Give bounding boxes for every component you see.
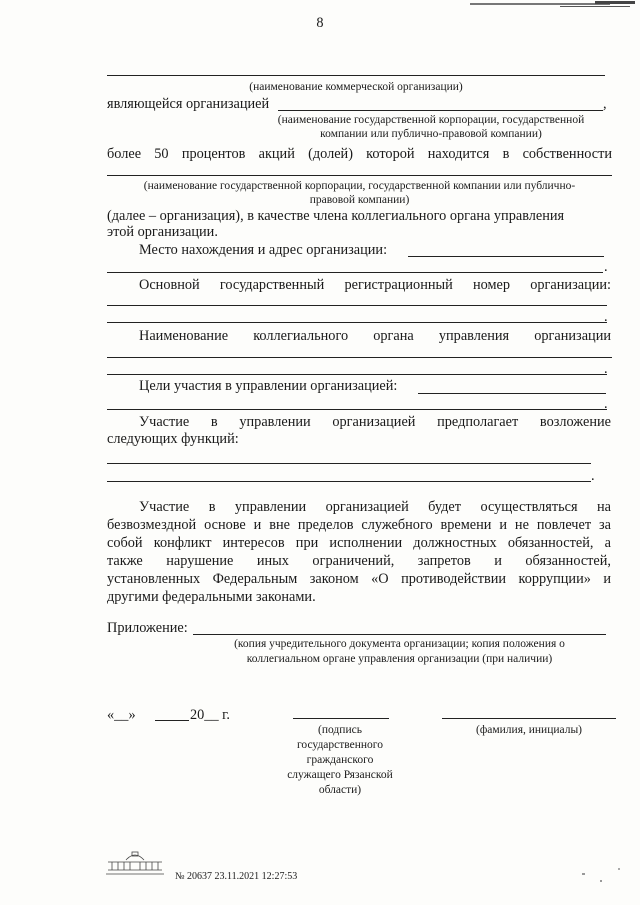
ogrn-line-2 (107, 322, 607, 323)
caption-signature-line: служащего Рязанской (287, 769, 393, 781)
location-label: Место нахождения и адрес организации: (139, 242, 388, 258)
building-stamp-icon (104, 848, 166, 878)
goals-period: . (604, 396, 608, 412)
collegial-label: Наименование коллегиального органа управления организации (139, 328, 611, 344)
functions-line-2: следующих функций: (107, 431, 239, 447)
being-org-comma: , (603, 96, 607, 112)
paragraph-line: установленных Федеральным законом «О противодействии коррупции» и (107, 571, 611, 587)
caption-appendix-1: (копия учредительного документа организации; копия положения о (234, 638, 565, 650)
ogrn-label: Основной государственный регистрационный номер организации: (139, 277, 611, 293)
being-org-label: являющейся организацией (107, 96, 270, 112)
footer-stamp: № 20637 23.11.2021 12:27:53 (175, 871, 298, 882)
caption-signature-line: гражданского (306, 754, 374, 766)
appendix-label: Приложение: (107, 620, 188, 636)
goals-line-2 (107, 409, 607, 410)
location-period: . (604, 259, 608, 275)
goals-label: Цели участия в управлении организацией: (139, 378, 398, 394)
collegial-line-2 (107, 374, 607, 375)
location-line-2 (107, 272, 603, 273)
caption-appendix-2: коллегиальном органе управления организации (при наличии) (246, 653, 553, 665)
signature-line (293, 718, 389, 719)
collegial-period: . (604, 361, 608, 377)
functions-answer-line-2 (107, 481, 591, 482)
ogrn-period: . (604, 309, 608, 325)
appendix-line (193, 634, 606, 635)
paragraph-line: безвозмездной основе и вне пределов служебного времени и не повлечет за (107, 517, 611, 533)
caption-name: (фамилия, инициалы) (475, 724, 583, 736)
caption-state-corp2-2: правовой компании) (309, 194, 410, 206)
caption-state-corp-2: компании или публично-правовой компании) (320, 128, 542, 140)
paragraph-line: Участие в управлении организацией будет осуществляться на (139, 499, 611, 515)
functions-period: . (591, 468, 595, 484)
caption-signature-line: области) (318, 784, 362, 796)
paragraph-line: собой конфликт интересов при исполнении должностных обязанностей, а (107, 535, 611, 551)
caption-signature-line: (подпись (318, 724, 362, 736)
date-year: 20__ г. (190, 707, 230, 723)
date-month-line (155, 720, 189, 721)
date-day: «__» (107, 707, 136, 723)
page-number: 8 (316, 15, 324, 31)
state-corp-line (107, 175, 612, 176)
paragraph-line: также нарушение иных ограничений, запретов и обязанностей, (107, 553, 611, 569)
ogrn-line-1 (107, 305, 607, 306)
functions-answer-line-1 (107, 463, 591, 464)
location-line-1 (408, 256, 604, 257)
caption-signature-line: государственного (297, 739, 383, 751)
caption-state-corp2-1: (наименование государственной корпорации, государственной компании или публично- (143, 180, 576, 192)
caption-commercial-org: (наименование коммерческой организации) (249, 81, 463, 93)
name-line (442, 718, 616, 719)
more-than-50-text: более 50 процентов акций (долей) которой находится в собственности (107, 146, 612, 162)
collegial-line-1 (107, 357, 612, 358)
hereinafter-line-2: этой организации. (107, 224, 218, 240)
functions-line-1: Участие в управлении организацией предполагает возложение (139, 414, 611, 430)
commercial-org-line (107, 75, 605, 76)
hereinafter-line-1: (далее – организация), в качестве члена коллегиального органа управления (107, 208, 565, 224)
paragraph-line: другими федеральными законами. (107, 589, 316, 605)
being-org-line (278, 110, 603, 111)
goals-line-1 (418, 393, 606, 394)
caption-signature (275, 723, 405, 798)
caption-state-corp-1: (наименование государственной корпорации, государственной (277, 114, 585, 126)
